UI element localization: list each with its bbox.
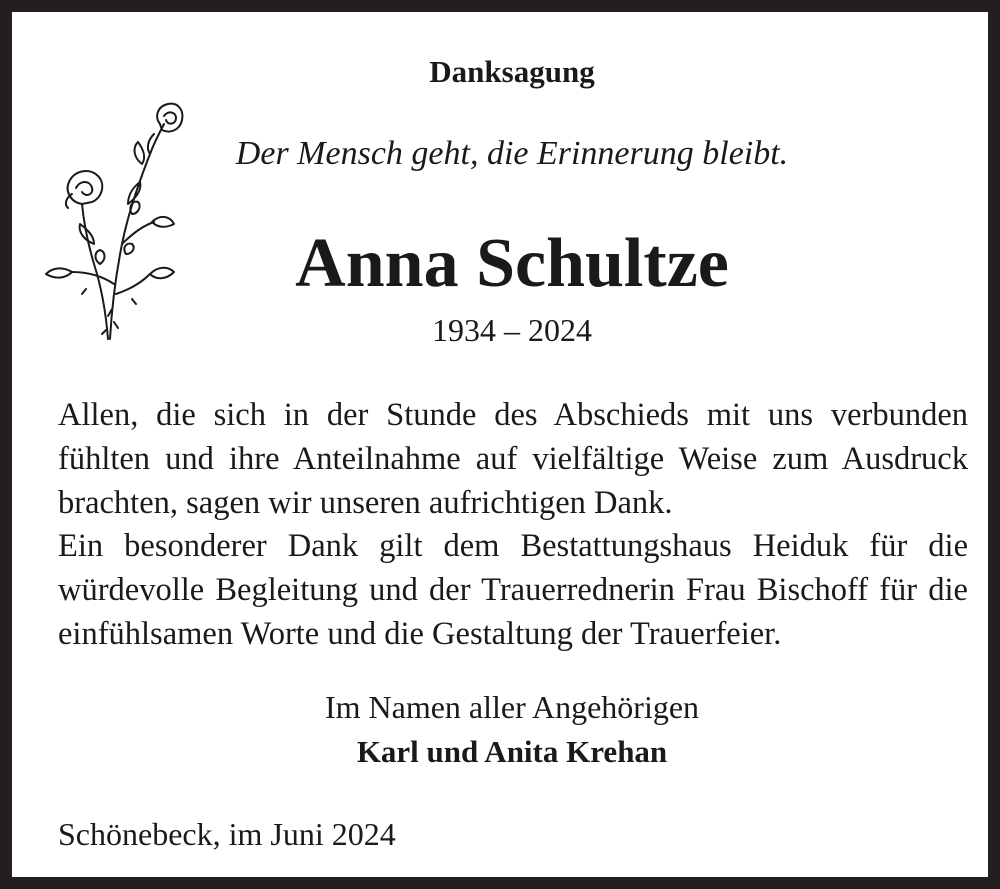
place-date: Schönebeck, im Juni 2024 xyxy=(58,816,396,852)
signers: Karl und Anita Krehan xyxy=(356,734,668,769)
thanks-text xyxy=(58,394,968,657)
heading: Danksagung xyxy=(429,54,595,89)
deceased-name: Anna Schultze xyxy=(295,225,729,302)
thanks-paragraph: Allen, die sich in der Stunde des Abschieds mit uns verbunden fühlten und ihre Anteilnahme auf vielfältige Weise zum Ausdruck brachten, sagen wir unseren aufrichtigen Dank. xyxy=(58,397,968,521)
thanks-paragraph: Ein besonderer Dank gilt dem Bestattungshaus Heiduk für die würdevolle Begleitung und der Trauerrednerin Frau Bischoff für die einfühlsamen Worte und die Gestaltung der Trauerfeier. xyxy=(58,528,968,652)
signoff: Im Namen aller Angehörigen xyxy=(324,689,700,725)
life-dates: 1934 – 2024 xyxy=(432,312,592,348)
motto: Der Mensch geht, die Erinnerung bleibt. xyxy=(235,135,789,172)
